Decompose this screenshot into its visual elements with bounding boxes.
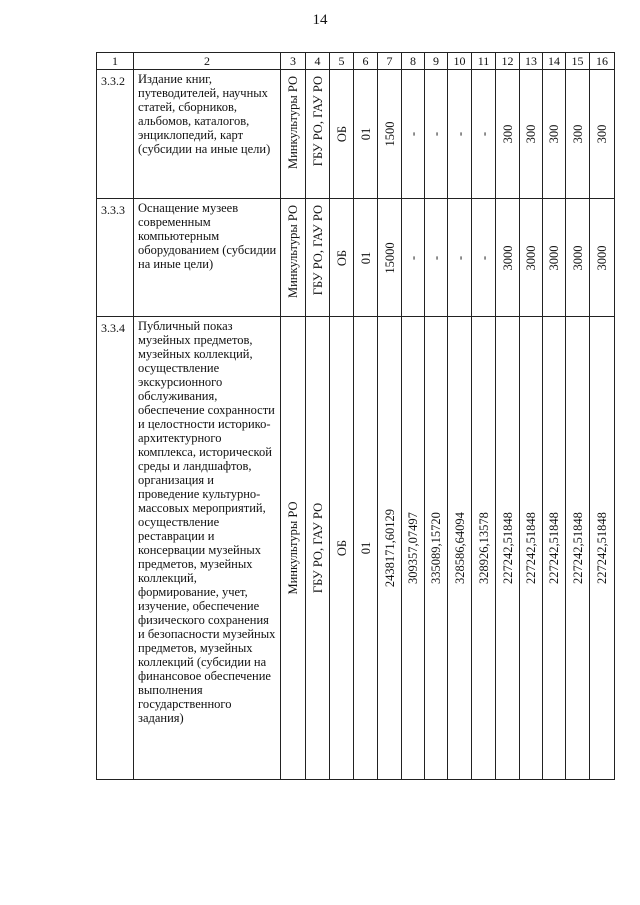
year-value: 300 [570, 124, 585, 144]
year-value: 300 [547, 124, 561, 144]
executor: ГБУ РО, ГАУ РО [310, 502, 325, 594]
code: 01 [358, 541, 373, 555]
row-name: Публичный показ музейных предметов, музейных коллекций, осуществление экскурсионного обслуживания, обеспечение сохранности и целостности историко-архитектурного комплекса, исторической среды и ландшафтов, организация и проведение культурно-массовых мероприятий, осуществление реставрации и консервации музейных предметов, музейных коллекций, формирование, учет, изучение, обеспечение физического сохранения и безопасности музейных предметов, музейных коллекций (субсидии на финансовое обеспечение выполнения государственного задания) [134, 317, 281, 780]
year-value: - [476, 255, 491, 260]
year-value: 328586,64094 [452, 512, 467, 584]
page-number: 14 [312, 12, 328, 28]
budget-source: ОБ [334, 539, 349, 557]
header-cell: 5 [330, 53, 354, 70]
responsible-agency: Минкультуры РО [286, 205, 300, 299]
responsible-agency: Минкультуры РО [286, 76, 300, 170]
row-number: 3.3.3 [97, 199, 134, 317]
year-value: 3000 [595, 245, 609, 270]
year-value: 227242,51848 [500, 512, 515, 584]
header-cell: 11 [472, 53, 496, 70]
header-cell: 13 [520, 53, 543, 70]
year-value: 328926,13578 [476, 512, 491, 584]
row-name: Оснащение музеев современным компьютерным оборудованием (субсидии на иные цели) [134, 199, 281, 317]
year-value: 335089,15720 [429, 512, 443, 584]
year-value: 3000 [570, 245, 585, 270]
budget-source: ОБ [334, 125, 349, 143]
header-cell: 1 [97, 53, 134, 70]
header-row [97, 53, 615, 70]
header-cell: 3 [281, 53, 306, 70]
year-value: - [452, 131, 467, 137]
year-value: 227242,51848 [547, 512, 561, 584]
year-value: 227242,51848 [595, 512, 609, 584]
responsible-agency: Минкультуры РО [286, 501, 300, 595]
table-row [97, 70, 615, 199]
table-row [97, 317, 615, 780]
budget-table [96, 52, 615, 780]
budget-source: ОБ [334, 249, 349, 266]
year-value: - [429, 131, 443, 137]
header-cell: 8 [402, 53, 425, 70]
header-cell: 9 [425, 53, 448, 70]
executor: ГБУ РО, ГАУ РО [310, 205, 325, 296]
year-value: 3000 [524, 245, 538, 270]
row-number: 3.3.4 [97, 317, 134, 780]
total-value: 15000 [382, 241, 397, 274]
year-value: 227242,51848 [570, 512, 585, 584]
header-cell: 7 [378, 53, 402, 70]
header-cell: 6 [354, 53, 378, 70]
year-value: - [452, 255, 467, 260]
table-row [97, 199, 615, 317]
total-value: 1500 [382, 121, 397, 147]
year-value: 300 [500, 124, 515, 144]
year-value: 3000 [547, 245, 561, 270]
year-value: 300 [595, 124, 609, 144]
year-value: - [476, 131, 491, 137]
year-value: 300 [524, 124, 538, 144]
header-cell: 14 [543, 53, 566, 70]
row-number: 3.3.2 [97, 70, 134, 199]
row-name: Издание книг, путеводителей, научных статей, сборников, альбомов, каталогов, энциклопедий, карт (субсидии на иные цели) [134, 70, 281, 199]
year-value: - [429, 255, 443, 260]
header-cell: 4 [306, 53, 330, 70]
year-value: - [406, 131, 420, 137]
header-cell: 15 [566, 53, 590, 70]
header-cell: 12 [496, 53, 520, 70]
year-value: 309357,07497 [406, 512, 420, 584]
header-cell: 16 [590, 53, 615, 70]
year-value: 227242,51848 [524, 512, 538, 584]
code: 01 [358, 251, 373, 264]
total-value: 2438171,60129 [382, 508, 397, 588]
header-cell: 2 [134, 53, 281, 70]
executor: ГБУ РО, ГАУ РО [310, 76, 325, 167]
year-value: - [406, 255, 420, 260]
year-value: 3000 [500, 245, 515, 270]
header-cell: 10 [448, 53, 472, 70]
code: 01 [358, 127, 373, 141]
